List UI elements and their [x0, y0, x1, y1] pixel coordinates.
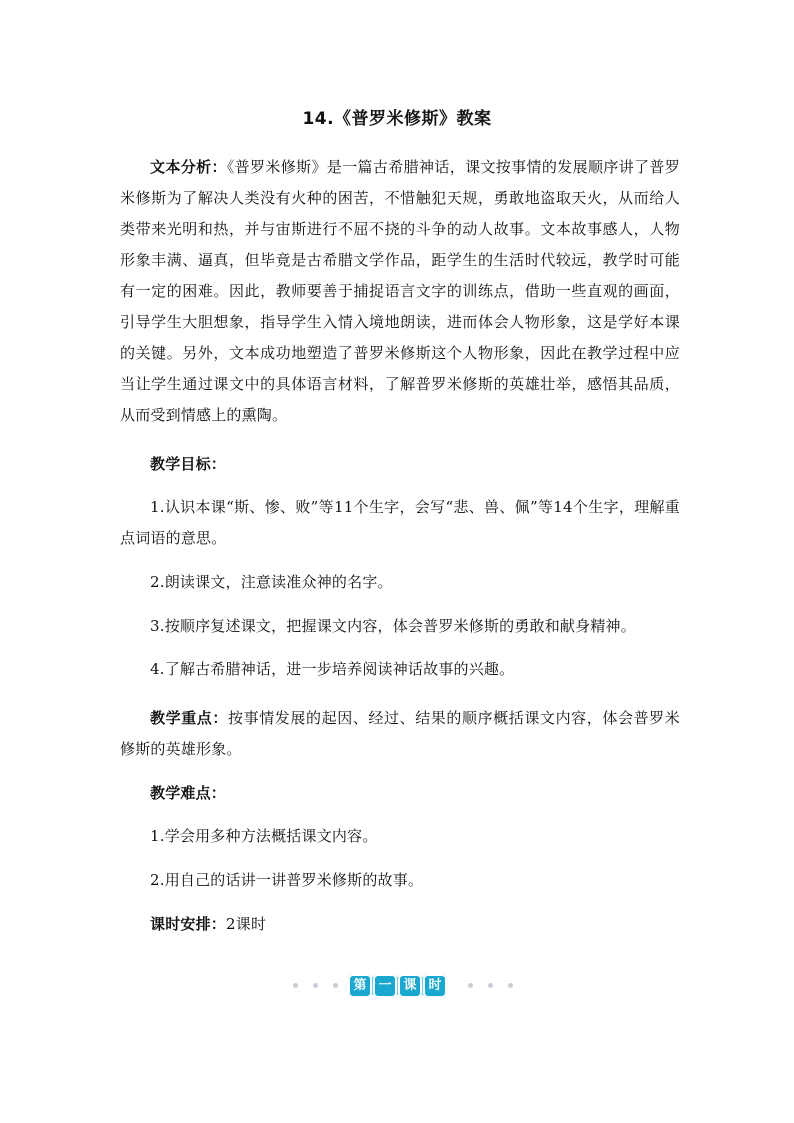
- schedule-label: 课时安排：: [150, 915, 227, 933]
- difficulty-item: 1.学会用多种方法概括课文内容。: [150, 827, 378, 845]
- goal-item: 1.认识本课“斯、惨、败”等11个生字，会写“悲、兽、佩”等14个生字，理解重点词语的意思。: [120, 498, 680, 547]
- divider-dot: [488, 983, 493, 988]
- divider-dot: [508, 983, 513, 988]
- badge-char: 时: [423, 974, 447, 998]
- page-title: 14.《普罗米修斯》教案: [302, 109, 492, 129]
- divider-dot: [333, 983, 338, 988]
- schedule-line: [120, 909, 680, 940]
- goal-item: 3.按顺序复述课文，把握课文内容，体会普罗米修斯的勇敢和献身精神。: [150, 617, 636, 635]
- key-point-body: 按事情发展的起因、经过、结果的顺序概括课文内容，体会普罗米修斯的英雄形象。: [120, 709, 680, 758]
- badge-char: 一: [373, 974, 397, 998]
- key-point-label: 教学重点：: [150, 709, 228, 727]
- text-analysis-body: 《普罗米修斯》是一篇古希腊神话，课文按事情的发展顺序讲了普罗米修斯为了解决人类没有火种的困苦，不惜触犯天规，勇敢地盗取天火，从而给人类带来光明和热，并与宙斯进行不屈不挠的斗争的动人故事。文本故事感人，人物形象丰满、逼真，但毕竟是古希腊文学作品，距学生的生活时代较远，教学时可能有一定的困难。因此，教师要善于捕捉语言文字的训练点，借助一些直观的画面，引导学生大胆想象，指导学生入情入境地朗读，进而体会人物形象，这是学好本课的关键。另外，文本成功地塑造了普罗米修斯这个人物形象，因此在教学过程中应当让学生通过课文中的具体语言材料，了解普罗米修斯的英雄壮举，感悟其品质，从而受到情感上的熏陶。: [120, 158, 680, 424]
- divider-dot: [468, 983, 473, 988]
- teaching-goals-label: 教学目标：: [150, 455, 227, 473]
- difficulty-item: 2.用自己的话讲一讲普罗米修斯的故事。: [150, 871, 424, 889]
- difficulty-label: 教学难点：: [150, 784, 227, 802]
- text-analysis-label: 文本分析：: [150, 158, 227, 176]
- teaching-goals-heading: [120, 449, 680, 480]
- schedule-value: 2课时: [226, 915, 267, 933]
- divider-dot: [293, 983, 298, 988]
- divider-dot: [313, 983, 318, 988]
- key-point-paragraph: [120, 703, 680, 765]
- badge-char: 第: [348, 974, 372, 998]
- goal-item: 2.朗读课文，注意读准众神的名字。: [150, 573, 393, 591]
- section-divider: [0, 972, 794, 1000]
- lesson-section-badge: [348, 974, 448, 998]
- difficulty-heading: [120, 778, 680, 809]
- badge-char: 课: [398, 974, 422, 998]
- text-analysis-paragraph: [120, 152, 680, 431]
- goal-item: 4.了解古希腊神话，进一步培养阅读神话故事的兴趣。: [150, 660, 515, 678]
